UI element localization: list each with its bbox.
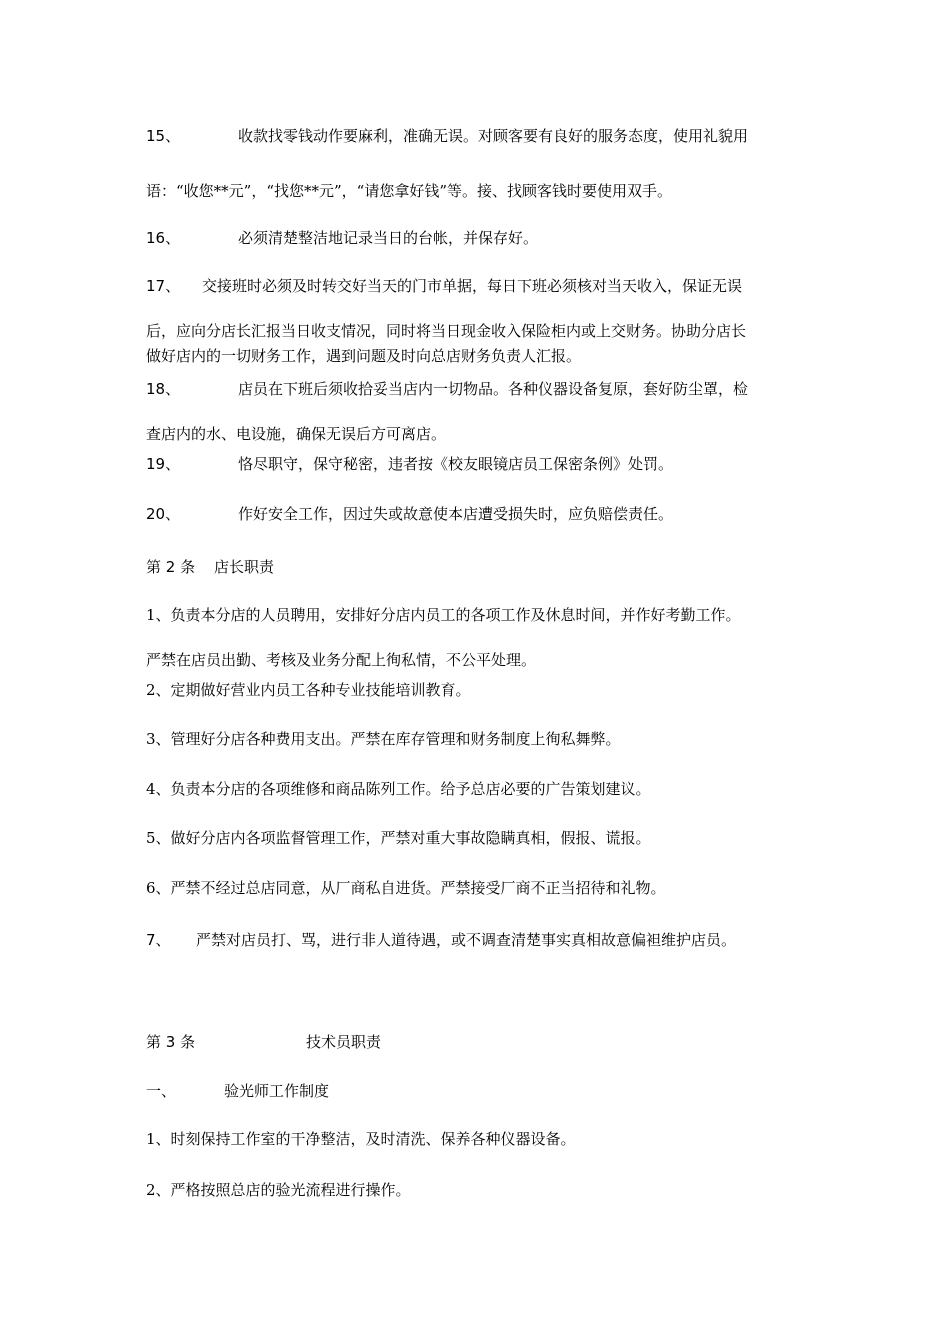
item-19-number: 19、 (146, 455, 181, 473)
item-18-continuation: 查店内的水、电设施，确保无误后方可离店。 (146, 425, 447, 443)
article-2-heading (146, 557, 274, 577)
article-3-sub-title: 验光师工作制度 (224, 1082, 330, 1100)
item-18-text: 店员在下班后须收拾妥当店内一切物品。各种仪器设备复原，套好防尘罩，检 (238, 380, 749, 398)
article-3-heading (146, 1032, 381, 1052)
article-2-line-7-text: 严禁对店员打、骂，进行非人道待遇，或不调查清楚事实真相故意偏袒维护店员。 (196, 931, 737, 949)
item-15-continuation: 语：“收您**元”，“找您**元”，“请您拿好钱”等。接、找顾客钱时要使用双手。 (146, 182, 673, 200)
item-20 (146, 504, 673, 524)
article-3-line-1: 1、时刻保持工作室的干净整洁，及时清洗、保养各种仪器设备。 (146, 1130, 576, 1148)
article-3-line-2: 2、严格按照总店的验光流程进行操作。 (146, 1181, 411, 1199)
item-17 (146, 276, 742, 296)
article-2-line-3: 3、管理好分店各种费用支出。严禁在库存管理和财务制度上徇私舞弊。 (146, 730, 621, 748)
article-2-line-7-number: 7、 (146, 931, 171, 949)
item-16 (146, 228, 538, 248)
article-2-line-4: 4、负责本分店的各项维修和商品陈列工作。给予总店必要的广告策划建议。 (146, 780, 651, 798)
item-19 (146, 454, 673, 474)
article-2-line-6: 6、严禁不经过总店同意，从厂商私自进货。严禁接受厂商不正当招待和礼物。 (146, 879, 666, 897)
item-17-number: 17、 (146, 277, 181, 295)
item-17-continuation-1: 后，应向分店长汇报当日收支情况，同时将当日现金收入保险柜内或上交财务。协助分店长 (146, 322, 747, 340)
item-18-number: 18、 (146, 380, 181, 398)
article-2-line-1-continuation: 严禁在店员出勤、考核及业务分配上徇私情，不公平处理。 (146, 651, 537, 669)
article-3-title: 技术员职责 (306, 1033, 382, 1051)
item-19-text: 恪尽职守，保守秘密，违者按《校友眼镜店员工保密条例》处罚。 (238, 455, 674, 473)
item-15-number: 15、 (146, 127, 181, 145)
article-3-sub-number: 一、 (146, 1082, 177, 1100)
article-2-title: 店长职责 (214, 558, 275, 576)
item-20-text: 作好安全工作，因过失或故意使本店遭受损失时，应负赔偿责任。 (238, 505, 674, 523)
item-20-number: 20、 (146, 505, 181, 523)
article-3-subheading (146, 1081, 329, 1101)
item-17-continuation-2: 做好店内的一切财务工作，遇到问题及时向总店财务负责人汇报。 (146, 347, 582, 365)
item-16-number: 16、 (146, 229, 181, 247)
item-15-text: 收款找零钱动作要麻利，准确无误。对顾客要有良好的服务态度，使用礼貌用 (238, 127, 749, 145)
article-2-line-1: 1、负责本分店的人员聘用，安排好分店内员工的各项工作及休息时间，并作好考勤工作。 (146, 606, 741, 624)
item-17-text: 交接班时必须及时转交好当天的门市单据，每日下班必须核对当天收入，保证无误 (202, 277, 743, 295)
item-16-text: 必须清楚整洁地记录当日的台帐，并保存好。 (238, 229, 539, 247)
article-3-number: 第 3 条 (146, 1033, 196, 1051)
article-2-line-5: 5、做好分店内各项监督管理工作，严禁对重大事故隐瞒真相，假报、谎报。 (146, 829, 651, 847)
article-2-number: 第 2 条 (146, 558, 196, 576)
article-2-line-7 (146, 930, 736, 950)
item-15 (146, 126, 748, 146)
article-2-line-2: 2、定期做好营业内员工各种专业技能培训教育。 (146, 681, 471, 699)
item-18 (146, 379, 748, 399)
